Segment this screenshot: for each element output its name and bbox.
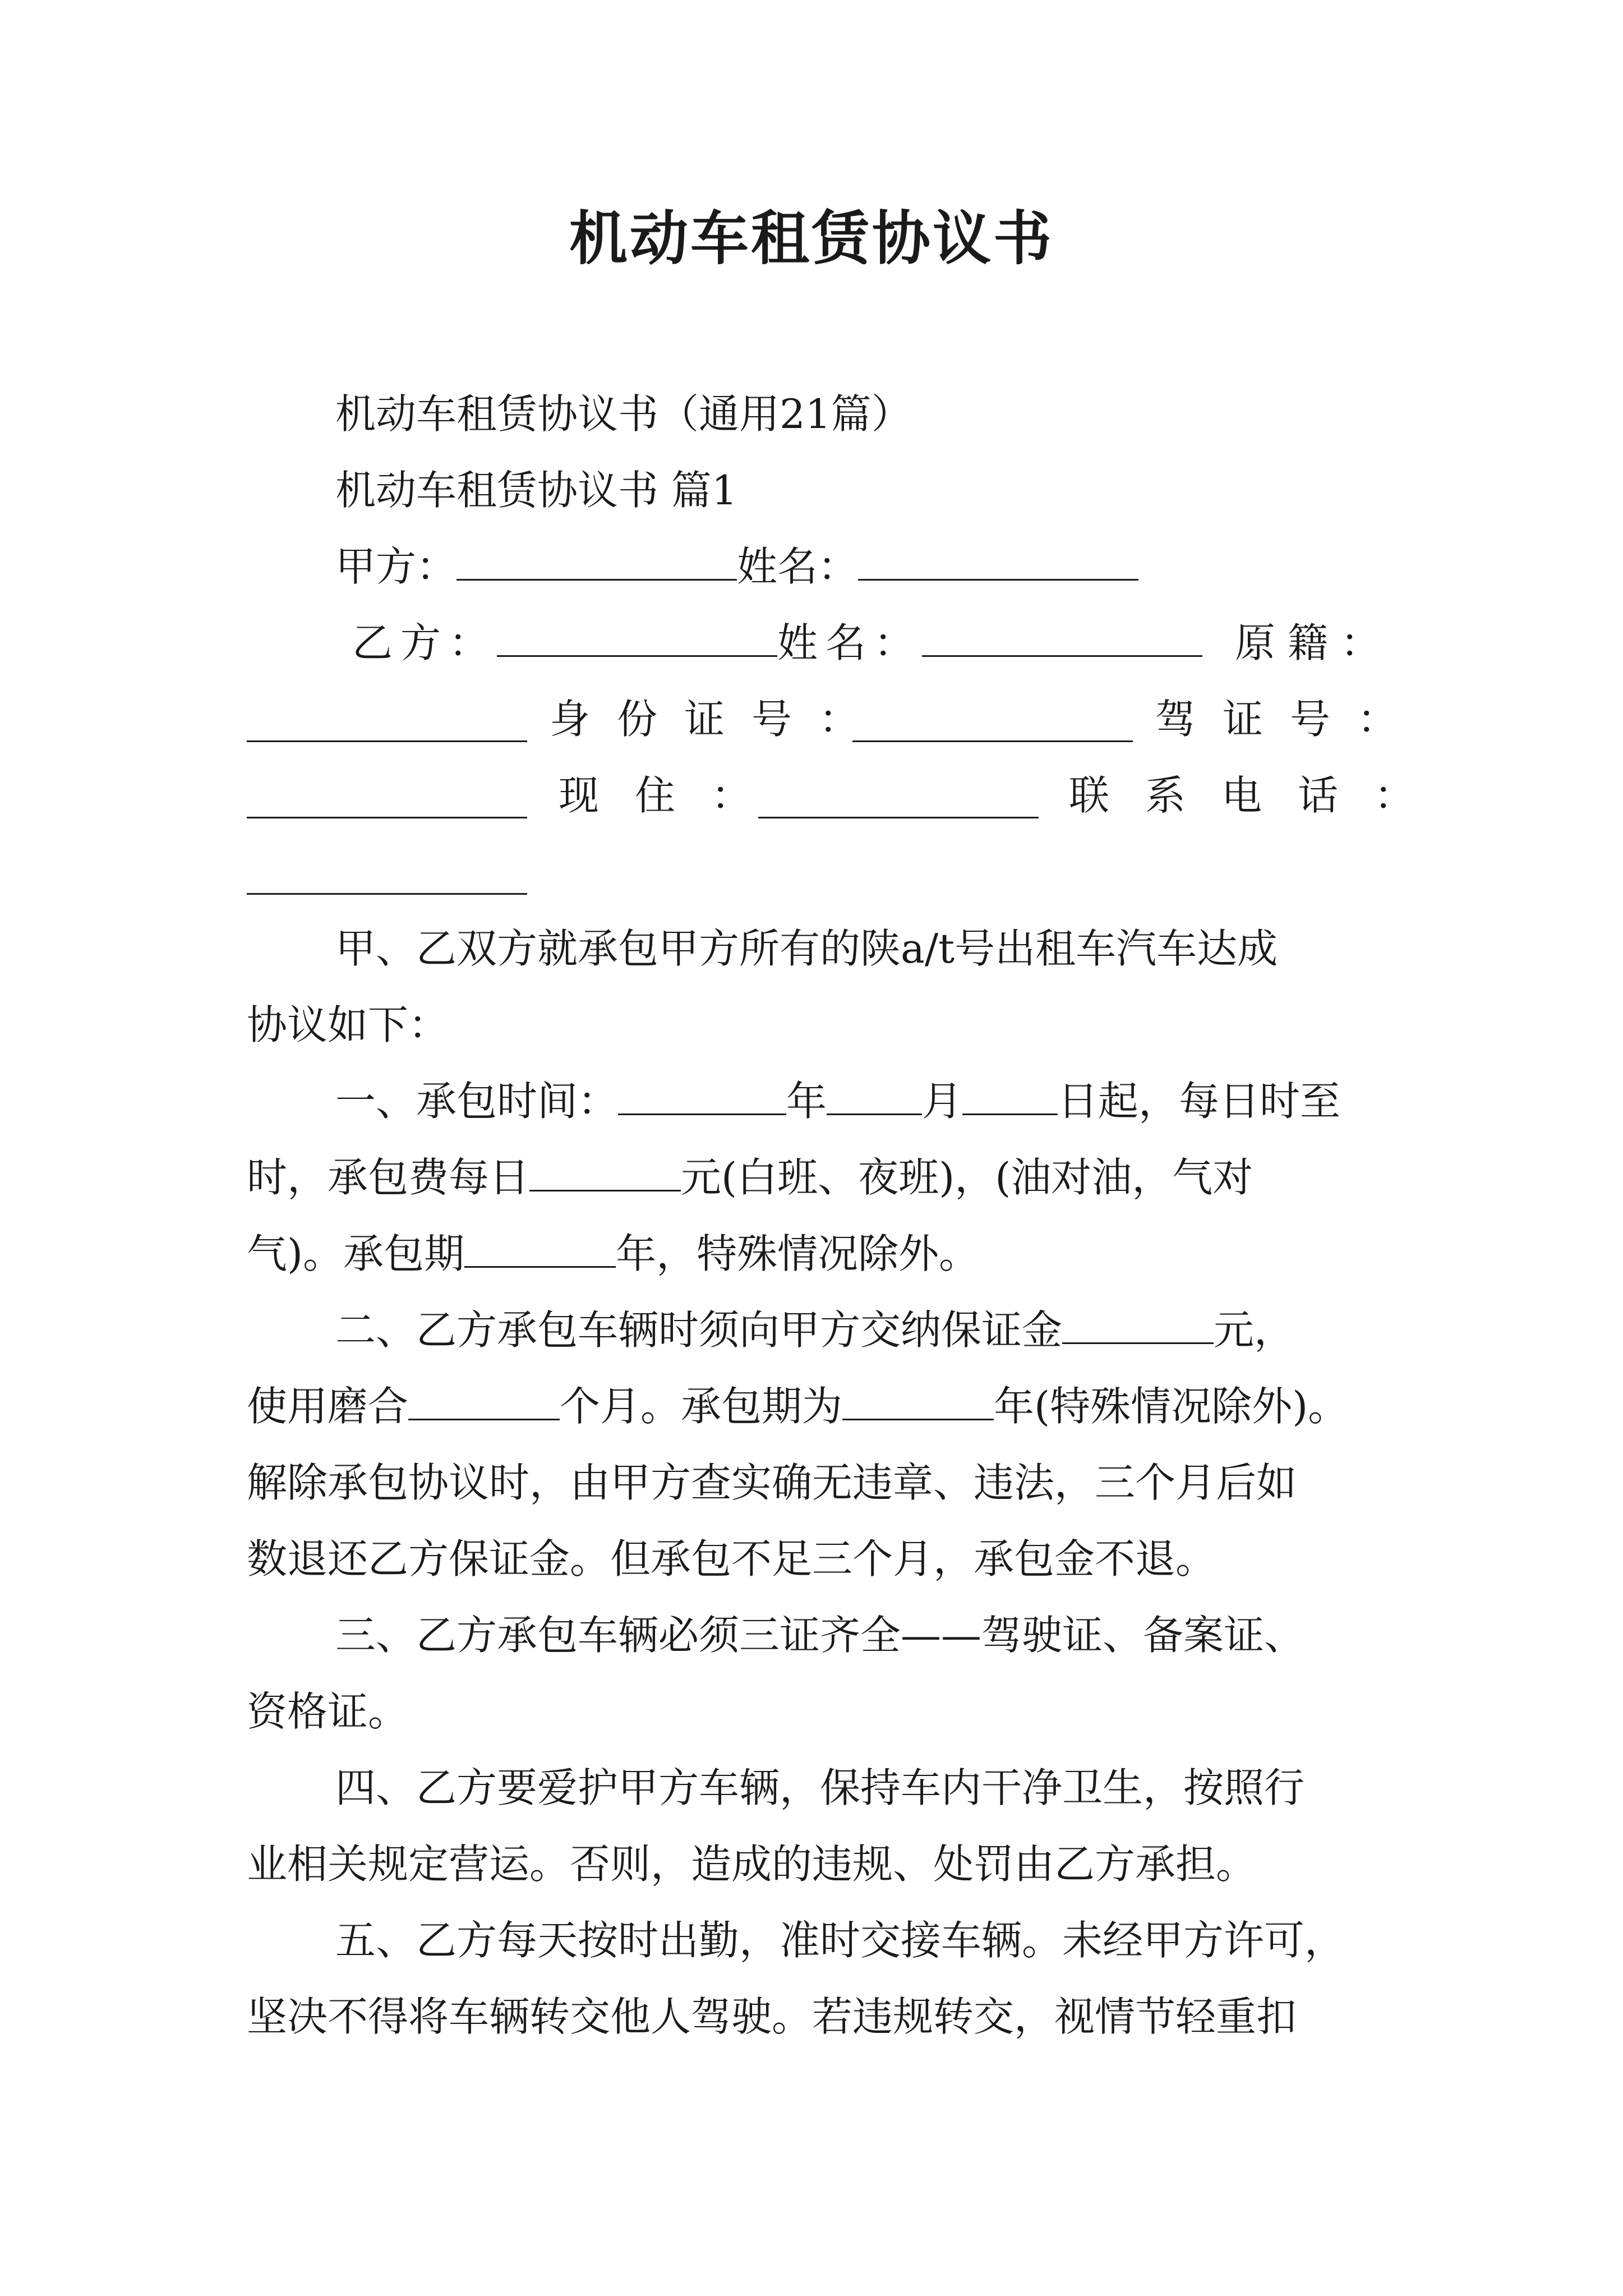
clause-2-term-blank [842, 1385, 994, 1420]
intro-line-1: 甲、乙双方就承包甲方所有的陕a/t号出租车汽车达成 [335, 925, 1278, 972]
clause-1-fee-blank [529, 1156, 681, 1191]
clause-1-year-label: 年 [786, 1078, 827, 1125]
id-number-blank [852, 707, 1133, 742]
clause-1-fee-unit: 元(白班、夜班)，(油对油，气对 [681, 1154, 1253, 1201]
party-b-origin-label: 原籍： [1235, 619, 1394, 666]
document-title: 机动车租赁协议书 [569, 204, 1054, 273]
clause-1-day-label: 日起，每日时至 [1058, 1078, 1341, 1125]
clause-2-deposit-unit: 元， [1214, 1306, 1295, 1354]
clause-4-line-1: 四、乙方要爱护甲方车辆，保持车内干净卫生，按照行 [335, 1764, 1305, 1811]
document-subtitle: 机动车租赁协议书（通用21篇） [335, 390, 912, 438]
clause-1-period-blank [464, 1232, 616, 1268]
address-blank [758, 783, 1039, 818]
clause-1-day-blank [962, 1080, 1058, 1115]
origin-blank [247, 707, 527, 742]
license-number-label: 驾证号： [1155, 696, 1425, 743]
phone-blank [247, 859, 527, 895]
id-number-label: 身份证号： [550, 696, 887, 743]
clause-2-line-1 [335, 1303, 1294, 1357]
clause-2-line-3: 解除承包协议时，由甲方查实确无违章、违法，三个月后如 [247, 1459, 1297, 1506]
clause-1-period-label: 气)。承包期 [247, 1230, 465, 1277]
clause-1-term-label: 一、承包时间： [335, 1078, 619, 1125]
address-label: 现住： [559, 772, 788, 819]
clause-1-line-2 [247, 1151, 1253, 1204]
party-a-blank [457, 545, 737, 581]
clause-1-line-3 [247, 1227, 979, 1281]
party-b-label: 乙方： [352, 619, 497, 666]
clause-5-line-2: 坚决不得将车辆转交他人驾驶。若违规转交，视情节轻重扣 [247, 1993, 1297, 2040]
clause-2-breakin-label: 使用磨合 [247, 1383, 409, 1430]
clause-3-line-2: 资格证。 [247, 1688, 409, 1735]
party-b-name-label: 姓名： [777, 619, 923, 666]
clause-2-line-2 [247, 1379, 1348, 1433]
clause-1-fee-label: 时，承包费每日 [247, 1154, 530, 1201]
clause-1-month-blank [827, 1080, 922, 1115]
party-a-name-blank [858, 545, 1138, 581]
clause-1-period-unit: 年，特殊情况除外。 [616, 1230, 980, 1277]
clause-2-breakin-blank [408, 1385, 560, 1420]
party-b-row [352, 616, 1202, 670]
clause-1-year-blank [618, 1080, 786, 1115]
section-heading: 机动车租赁协议书 篇1 [335, 467, 737, 514]
party-b-name-blank [922, 622, 1202, 657]
clause-2-line-4: 数退还乙方保证金。但承包不足三个月，承包金不退。 [247, 1535, 1216, 1582]
clause-2-deposit-label: 二、乙方承包车辆时须向甲方交纳保证金 [335, 1306, 1063, 1354]
phone-label: 联系电话： [1069, 772, 1451, 819]
party-a-label: 甲方： [335, 543, 457, 590]
party-a-row [335, 540, 1138, 593]
clause-5-line-1: 五、乙方每天按时出勤，准时交接车辆。未经甲方许可， [335, 1917, 1345, 1964]
party-a-name-label: 姓名： [737, 543, 859, 590]
clause-3-line-1: 三、乙方承包车辆必须三证齐全——驾驶证、备案证、 [335, 1612, 1305, 1659]
license-number-blank [247, 783, 527, 818]
clause-1-line-1 [335, 1074, 1340, 1128]
party-b-blank [497, 622, 777, 657]
clause-2-term-unit: 年(特殊情况除外)。 [994, 1383, 1349, 1430]
intro-line-2: 协议如下： [247, 1001, 449, 1048]
clause-1-month-label: 月 [922, 1078, 963, 1125]
clause-4-line-2: 业相关规定营运。否则，造成的违规、处罚由乙方承担。 [247, 1841, 1257, 1888]
clause-2-term-label: 个月。承包期为 [560, 1383, 843, 1430]
clause-2-deposit-blank [1062, 1309, 1214, 1344]
